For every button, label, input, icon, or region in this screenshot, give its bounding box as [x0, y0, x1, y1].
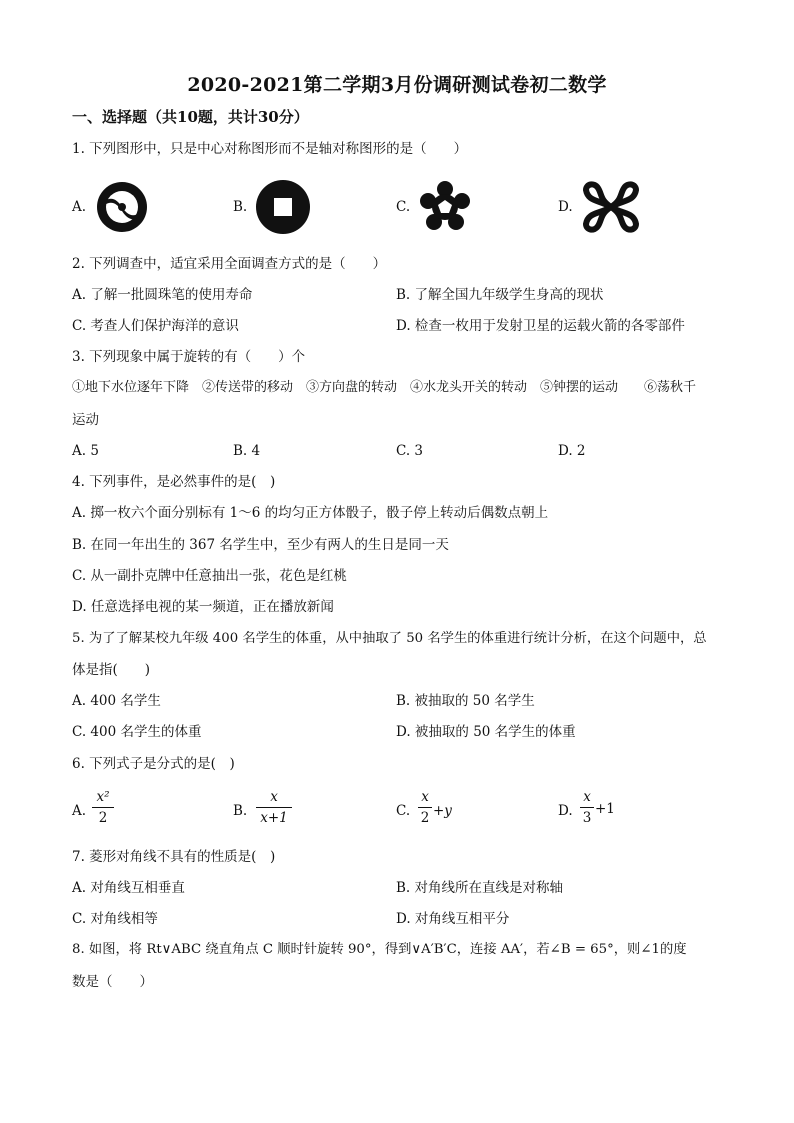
question-6-stem: 6. 下列式子是分式的是( ) [72, 756, 235, 772]
q6-fraction-c [418, 788, 432, 827]
q1-label-c: C. [396, 199, 411, 215]
q3-option-a: A. 5 [72, 443, 99, 459]
question-8-stem-cont: 数是（ ） [72, 974, 153, 990]
question-3-stem: 3. 下列现象中属于旋转的有（ ）个 [72, 349, 306, 365]
q3-option-b: B. 4 [233, 443, 261, 459]
q6-a-numerator: x² [96, 789, 110, 805]
q4-option-b: B. 在同一年出生的 367 名学生中，至少有两人的生日是同一天 [72, 537, 449, 553]
q2-option-c: C. 考查人们保护海洋的意识 [72, 318, 239, 334]
q4-option-a: A. 掷一枚六个面分别标有 1～6 的均匀正方体骰子，骰子停上转动后偶数点朝上 [72, 505, 549, 521]
q5-option-c: C. 400 名学生的体重 [72, 724, 202, 740]
question-5-stem-cont: 体是指( ) [72, 662, 151, 678]
q7-option-a: A. 对角线互相垂直 [72, 880, 185, 896]
yin-yang-like-icon [95, 180, 149, 234]
question-7-stem: 7. 菱形对角线不具有的性质是( ) [72, 849, 276, 865]
q6-c-denominator: 2 [420, 810, 430, 826]
q6-d-numerator: x [583, 789, 591, 805]
q7-option-b: B. 对角线所在直线是对称轴 [396, 880, 564, 896]
q3-option-c: C. 3 [396, 443, 424, 459]
q2-option-b: B. 了解全国九年级学生身高的现状 [396, 287, 604, 303]
q7-option-c: C. 对角线相等 [72, 911, 158, 927]
q2-option-d: D. 检查一枚用于发射卫星的运载火箭的各零部件 [396, 318, 685, 334]
q6-c-numerator: x [421, 789, 429, 805]
q1-label-d: D. [558, 199, 573, 215]
question-1-stem: 1. 下列图形中，只是中心对称图形而不是轴对称图形的是（ ） [72, 141, 468, 157]
question-5-stem: 5. 为了了解某校九年级 400 名学生的体重，从中抽取了 50 名学生的体重进行统计分析，在这个问题中，总 [72, 631, 707, 646]
q5-option-d: D. 被抽取的 50 名学生的体重 [396, 724, 576, 740]
q6-fraction-d [580, 788, 594, 827]
q4-option-c: C. 从一副扑克牌中任意抽出一张，花色是红桃 [72, 568, 347, 584]
q6-d-tail: +1 [595, 801, 615, 817]
q6-a-denominator: 2 [98, 810, 108, 826]
q2-option-a: A. 了解一批圆珠笔的使用寿命 [72, 287, 253, 303]
q6-label-b: B. [233, 803, 248, 819]
q6-label-c: C. [396, 803, 411, 819]
q6-b-denominator: x+1 [260, 810, 288, 826]
square-hole-coin-icon [255, 179, 311, 235]
q3-items-cont: 运动 [72, 412, 99, 428]
q6-fraction-a [92, 788, 114, 827]
pinwheel-icon [580, 180, 642, 234]
q3-items: ①地下水位逐年下降 ②传送带的移动 ③方向盘的转动 ④水龙头开关的转动 ⑤钟摆的运动 ⑥荡秋千 [72, 380, 697, 395]
q5-option-a: A. 400 名学生 [72, 693, 161, 709]
q6-label-a: A. [72, 803, 87, 819]
q1-label-b: B. [233, 199, 248, 215]
q6-c-tail: +y [433, 803, 452, 819]
question-8-stem: 8. 如图，将 Rt∨ABC 绕直角点 C 顺时针旋转 90°，得到∨A′B′C，连接 AA′，若∠B = 65°，则∠1的度 [72, 942, 687, 957]
q7-option-d: D. 对角线互相平分 [396, 911, 510, 927]
page-title: 2020-2021第二学期3月份调研测试卷初二数学 [187, 74, 607, 96]
question-2-stem: 2. 下列调查中，适宜采用全面调查方式的是（ ） [72, 256, 387, 272]
q6-label-d: D. [558, 803, 573, 819]
q3-option-d: D. 2 [558, 443, 586, 459]
q6-d-denominator: 3 [582, 810, 592, 826]
q1-label-a: A. [72, 199, 87, 215]
q6-fraction-b [256, 788, 292, 827]
section-heading: 一、选择题（共10题，共计30分） [72, 108, 309, 126]
q6-b-numerator: x [270, 789, 278, 805]
q4-option-d: D. 任意选择电视的某一频道，正在播放新闻 [72, 599, 334, 615]
question-4-stem: 4. 下列事件，是必然事件的是( ) [72, 474, 276, 490]
flower-pentagon-icon [418, 180, 472, 234]
q5-option-b: B. 被抽取的 50 名学生 [396, 693, 535, 709]
